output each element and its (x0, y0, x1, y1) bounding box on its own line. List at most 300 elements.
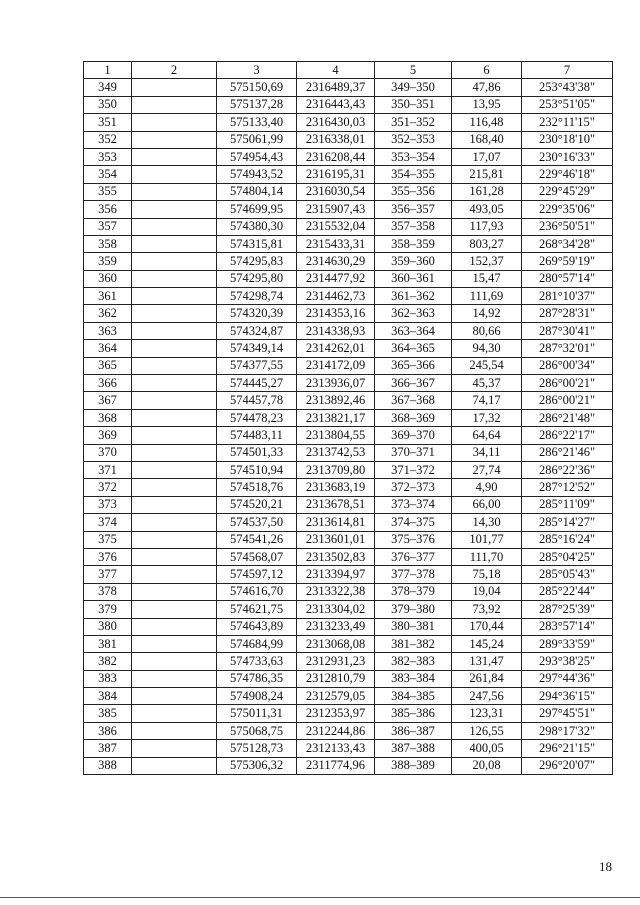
bearing-cell: 289°33'59" (522, 635, 613, 652)
point-number-cell: 360 (84, 270, 132, 287)
segment-cell: 388–389 (375, 757, 452, 774)
point-number-cell: 367 (84, 392, 132, 409)
point-number-cell: 359 (84, 253, 132, 270)
table-row (84, 357, 613, 374)
column-2-cell (132, 409, 217, 426)
bearing-cell: 285°16'24" (522, 531, 613, 548)
y-coordinate-cell: 2313804,55 (297, 427, 375, 444)
bearing-cell: 285°14'27" (522, 514, 613, 531)
column-2-cell (132, 444, 217, 461)
table-row (84, 444, 613, 461)
point-number-cell: 375 (84, 531, 132, 548)
x-coordinate-cell: 574445,27 (217, 375, 297, 392)
point-number-cell: 358 (84, 235, 132, 252)
bearing-cell: 286°22'36" (522, 461, 613, 478)
x-coordinate-cell: 575137,28 (217, 96, 297, 113)
x-coordinate-cell: 574537,50 (217, 514, 297, 531)
bearing-cell: 286°00'21" (522, 375, 613, 392)
point-number-cell: 382 (84, 653, 132, 670)
table-row (84, 601, 613, 618)
distance-cell: 13,95 (452, 96, 522, 113)
column-2-cell (132, 201, 217, 218)
point-number-cell: 365 (84, 357, 132, 374)
table-row (84, 375, 613, 392)
point-number-cell: 355 (84, 183, 132, 200)
column-2-cell (132, 757, 217, 774)
distance-cell: 111,70 (452, 548, 522, 565)
y-coordinate-cell: 2314477,92 (297, 270, 375, 287)
bearing-cell: 298°17'32" (522, 722, 613, 739)
bearing-cell: 287°12'52" (522, 479, 613, 496)
segment-cell: 352–353 (375, 131, 452, 148)
x-coordinate-cell: 574510,94 (217, 461, 297, 478)
distance-cell: 80,66 (452, 322, 522, 339)
column-2-cell (132, 166, 217, 183)
column-2-cell (132, 131, 217, 148)
header-cell-1: 1 (84, 62, 132, 79)
point-number-cell: 373 (84, 496, 132, 513)
segment-cell: 362–363 (375, 305, 452, 322)
y-coordinate-cell: 2312353,97 (297, 705, 375, 722)
table-row (84, 514, 613, 531)
segment-cell: 357–358 (375, 218, 452, 235)
x-coordinate-cell: 574349,14 (217, 340, 297, 357)
distance-cell: 803,27 (452, 235, 522, 252)
distance-cell: 261,84 (452, 670, 522, 687)
bearing-cell: 236°50'51" (522, 218, 613, 235)
segment-cell: 386–387 (375, 722, 452, 739)
bearing-cell: 280°57'14" (522, 270, 613, 287)
distance-cell: 123,31 (452, 705, 522, 722)
segment-cell: 350–351 (375, 96, 452, 113)
column-2-cell (132, 322, 217, 339)
point-number-cell: 362 (84, 305, 132, 322)
table-row (84, 548, 613, 565)
segment-cell: 387–388 (375, 740, 452, 757)
y-coordinate-cell: 2316489,37 (297, 79, 375, 96)
x-coordinate-cell: 575061,99 (217, 131, 297, 148)
x-coordinate-cell: 574457,78 (217, 392, 297, 409)
x-coordinate-cell: 575128,73 (217, 740, 297, 757)
header-cell-3: 3 (217, 62, 297, 79)
table-row (84, 340, 613, 357)
bearing-cell: 229°46'18" (522, 166, 613, 183)
x-coordinate-cell: 575011,31 (217, 705, 297, 722)
column-2-cell (132, 601, 217, 618)
table-row (84, 461, 613, 478)
y-coordinate-cell: 2313601,01 (297, 531, 375, 548)
table-row (84, 235, 613, 252)
table-row (84, 757, 613, 774)
segment-cell: 368–369 (375, 409, 452, 426)
x-coordinate-cell: 574483,11 (217, 427, 297, 444)
segment-cell: 375–376 (375, 531, 452, 548)
segment-cell: 379–380 (375, 601, 452, 618)
table-row (84, 79, 613, 96)
segment-cell: 374–375 (375, 514, 452, 531)
y-coordinate-cell: 2316208,44 (297, 148, 375, 165)
column-2-cell (132, 183, 217, 200)
segment-cell: 370–371 (375, 444, 452, 461)
distance-cell: 400,05 (452, 740, 522, 757)
x-coordinate-cell: 575306,32 (217, 757, 297, 774)
x-coordinate-cell: 574324,87 (217, 322, 297, 339)
bearing-cell: 230°16'33" (522, 148, 613, 165)
y-coordinate-cell: 2313683,19 (297, 479, 375, 496)
y-coordinate-cell: 2313322,38 (297, 583, 375, 600)
bearing-cell: 286°00'34" (522, 357, 613, 374)
x-coordinate-cell: 574501,33 (217, 444, 297, 461)
x-coordinate-cell: 574597,12 (217, 566, 297, 583)
x-coordinate-cell: 574295,83 (217, 253, 297, 270)
header-cell-2: 2 (132, 62, 217, 79)
y-coordinate-cell: 2313892,46 (297, 392, 375, 409)
y-coordinate-cell: 2312810,79 (297, 670, 375, 687)
y-coordinate-cell: 2314338,93 (297, 322, 375, 339)
distance-cell: 47,86 (452, 79, 522, 96)
x-coordinate-cell: 574616,70 (217, 583, 297, 600)
y-coordinate-cell: 2314462,73 (297, 288, 375, 305)
table-row (84, 183, 613, 200)
point-number-cell: 361 (84, 288, 132, 305)
point-number-cell: 385 (84, 705, 132, 722)
segment-cell: 356–357 (375, 201, 452, 218)
column-2-cell (132, 635, 217, 652)
y-coordinate-cell: 2314262,01 (297, 340, 375, 357)
bearing-cell: 297°44'36" (522, 670, 613, 687)
distance-cell: 17,32 (452, 409, 522, 426)
distance-cell: 73,92 (452, 601, 522, 618)
table-row (84, 148, 613, 165)
x-coordinate-cell: 574298,74 (217, 288, 297, 305)
distance-cell: 74,17 (452, 392, 522, 409)
y-coordinate-cell: 2315433,31 (297, 235, 375, 252)
point-number-cell: 377 (84, 566, 132, 583)
point-number-cell: 384 (84, 688, 132, 705)
y-coordinate-cell: 2312244,86 (297, 722, 375, 739)
segment-cell: 361–362 (375, 288, 452, 305)
point-number-cell: 357 (84, 218, 132, 235)
point-number-cell: 376 (84, 548, 132, 565)
point-number-cell: 354 (84, 166, 132, 183)
distance-cell: 27,74 (452, 461, 522, 478)
column-2-cell (132, 288, 217, 305)
x-coordinate-cell: 574786,35 (217, 670, 297, 687)
distance-cell: 170,44 (452, 618, 522, 635)
segment-cell: 367–368 (375, 392, 452, 409)
x-coordinate-cell: 575133,40 (217, 114, 297, 131)
distance-cell: 145,24 (452, 635, 522, 652)
y-coordinate-cell: 2311774,96 (297, 757, 375, 774)
bearing-cell: 287°28'31" (522, 305, 613, 322)
point-number-cell: 371 (84, 461, 132, 478)
column-2-cell (132, 496, 217, 513)
table-row (84, 270, 613, 287)
distance-cell: 245,54 (452, 357, 522, 374)
header-cell-6: 6 (452, 62, 522, 79)
table-row (84, 114, 613, 131)
column-2-cell (132, 653, 217, 670)
header-cell-5: 5 (375, 62, 452, 79)
table-row (84, 496, 613, 513)
x-coordinate-cell: 574320,39 (217, 305, 297, 322)
point-number-cell: 378 (84, 583, 132, 600)
distance-cell: 19,04 (452, 583, 522, 600)
distance-cell: 168,40 (452, 131, 522, 148)
y-coordinate-cell: 2313068,08 (297, 635, 375, 652)
point-number-cell: 352 (84, 131, 132, 148)
column-2-cell (132, 514, 217, 531)
bearing-cell: 293°38'25" (522, 653, 613, 670)
column-2-cell (132, 670, 217, 687)
point-number-cell: 370 (84, 444, 132, 461)
column-2-cell (132, 479, 217, 496)
y-coordinate-cell: 2313502,83 (297, 548, 375, 565)
x-coordinate-cell: 574541,26 (217, 531, 297, 548)
segment-cell: 372–373 (375, 479, 452, 496)
table-row (84, 409, 613, 426)
y-coordinate-cell: 2313709,80 (297, 461, 375, 478)
x-coordinate-cell: 574568,07 (217, 548, 297, 565)
y-coordinate-cell: 2312133,43 (297, 740, 375, 757)
bearing-cell: 286°21'46" (522, 444, 613, 461)
bearing-cell: 281°10'37" (522, 288, 613, 305)
column-2-cell (132, 392, 217, 409)
distance-cell: 15,47 (452, 270, 522, 287)
point-number-cell: 374 (84, 514, 132, 531)
segment-cell: 371–372 (375, 461, 452, 478)
point-number-cell: 364 (84, 340, 132, 357)
table-row (84, 531, 613, 548)
distance-cell: 126,55 (452, 722, 522, 739)
column-2-cell (132, 340, 217, 357)
segment-cell: 377–378 (375, 566, 452, 583)
table-row (84, 322, 613, 339)
table-row (84, 740, 613, 757)
segment-cell: 380–381 (375, 618, 452, 635)
segment-cell: 369–370 (375, 427, 452, 444)
distance-cell: 14,92 (452, 305, 522, 322)
segment-cell: 363–364 (375, 322, 452, 339)
distance-cell: 17,07 (452, 148, 522, 165)
y-coordinate-cell: 2313304,02 (297, 601, 375, 618)
column-2-cell (132, 79, 217, 96)
y-coordinate-cell: 2313742,53 (297, 444, 375, 461)
distance-cell: 20,08 (452, 757, 522, 774)
y-coordinate-cell: 2313233,49 (297, 618, 375, 635)
y-coordinate-cell: 2313614,81 (297, 514, 375, 531)
segment-cell: 364–365 (375, 340, 452, 357)
bottom-divider (0, 897, 640, 898)
distance-cell: 152,37 (452, 253, 522, 270)
bearing-cell: 285°11'09" (522, 496, 613, 513)
x-coordinate-cell: 574478,23 (217, 409, 297, 426)
segment-cell: 366–367 (375, 375, 452, 392)
bearing-cell: 286°00'21" (522, 392, 613, 409)
y-coordinate-cell: 2316195,31 (297, 166, 375, 183)
distance-cell: 131,47 (452, 653, 522, 670)
y-coordinate-cell: 2313678,51 (297, 496, 375, 513)
y-coordinate-cell: 2316443,43 (297, 96, 375, 113)
distance-cell: 161,28 (452, 183, 522, 200)
point-number-cell: 366 (84, 375, 132, 392)
x-coordinate-cell: 574315,81 (217, 235, 297, 252)
bearing-cell: 285°04'25" (522, 548, 613, 565)
bearing-cell: 283°57'14" (522, 618, 613, 635)
x-coordinate-cell: 574380,30 (217, 218, 297, 235)
table-row (84, 688, 613, 705)
distance-cell: 117,93 (452, 218, 522, 235)
point-number-cell: 368 (84, 409, 132, 426)
segment-cell: 358–359 (375, 235, 452, 252)
y-coordinate-cell: 2316430,03 (297, 114, 375, 131)
x-coordinate-cell: 574804,14 (217, 183, 297, 200)
bearing-cell: 229°35'06" (522, 201, 613, 218)
x-coordinate-cell: 574518,76 (217, 479, 297, 496)
table-row (84, 479, 613, 496)
distance-cell: 34,11 (452, 444, 522, 461)
segment-cell: 385–386 (375, 705, 452, 722)
table-header (84, 62, 613, 79)
y-coordinate-cell: 2316338,01 (297, 131, 375, 148)
distance-cell: 45,37 (452, 375, 522, 392)
column-2-cell (132, 548, 217, 565)
bearing-cell: 285°05'43" (522, 566, 613, 583)
column-2-cell (132, 722, 217, 739)
point-number-cell: 379 (84, 601, 132, 618)
column-2-cell (132, 96, 217, 113)
distance-cell: 215,81 (452, 166, 522, 183)
column-2-cell (132, 688, 217, 705)
y-coordinate-cell: 2313821,17 (297, 409, 375, 426)
segment-cell: 373–374 (375, 496, 452, 513)
column-2-cell (132, 357, 217, 374)
y-coordinate-cell: 2314172,09 (297, 357, 375, 374)
point-number-cell: 356 (84, 201, 132, 218)
y-coordinate-cell: 2314630,29 (297, 253, 375, 270)
bearing-cell: 269°59'19" (522, 253, 613, 270)
table-row (84, 305, 613, 322)
bearing-cell: 230°18'10" (522, 131, 613, 148)
table-body (84, 79, 613, 775)
x-coordinate-cell: 574908,24 (217, 688, 297, 705)
column-2-cell (132, 618, 217, 635)
segment-cell: 376–377 (375, 548, 452, 565)
table-row (84, 705, 613, 722)
distance-cell: 247,56 (452, 688, 522, 705)
y-coordinate-cell: 2314353,16 (297, 305, 375, 322)
y-coordinate-cell: 2316030,54 (297, 183, 375, 200)
x-coordinate-cell: 574295,80 (217, 270, 297, 287)
column-2-cell (132, 270, 217, 287)
point-number-cell: 386 (84, 722, 132, 739)
y-coordinate-cell: 2313394,97 (297, 566, 375, 583)
segment-cell: 359–360 (375, 253, 452, 270)
x-coordinate-cell: 574733,63 (217, 653, 297, 670)
segment-cell: 384–385 (375, 688, 452, 705)
bearing-cell: 286°22'17" (522, 427, 613, 444)
bearing-cell: 287°25'39" (522, 601, 613, 618)
distance-cell: 94,30 (452, 340, 522, 357)
point-number-cell: 369 (84, 427, 132, 444)
table-row (84, 722, 613, 739)
table-row (84, 670, 613, 687)
segment-cell: 351–352 (375, 114, 452, 131)
distance-cell: 75,18 (452, 566, 522, 583)
coordinates-table (83, 61, 613, 775)
column-2-cell (132, 461, 217, 478)
table-row (84, 583, 613, 600)
table-row (84, 218, 613, 235)
column-2-cell (132, 427, 217, 444)
column-2-cell (132, 114, 217, 131)
bearing-cell: 285°22'44" (522, 583, 613, 600)
segment-cell: 349–350 (375, 79, 452, 96)
bearing-cell: 253°43'38" (522, 79, 613, 96)
point-number-cell: 380 (84, 618, 132, 635)
distance-cell: 4,90 (452, 479, 522, 496)
segment-cell: 355–356 (375, 183, 452, 200)
table-row (84, 201, 613, 218)
segment-cell: 382–383 (375, 653, 452, 670)
y-coordinate-cell: 2315907,43 (297, 201, 375, 218)
point-number-cell: 351 (84, 114, 132, 131)
column-2-cell (132, 531, 217, 548)
segment-cell: 360–361 (375, 270, 452, 287)
distance-cell: 66,00 (452, 496, 522, 513)
bearing-cell: 287°32'01" (522, 340, 613, 357)
table-row (84, 253, 613, 270)
x-coordinate-cell: 574699,95 (217, 201, 297, 218)
table-row (84, 166, 613, 183)
point-number-cell: 372 (84, 479, 132, 496)
page-number: 18 (599, 859, 612, 874)
point-number-cell: 363 (84, 322, 132, 339)
column-2-cell (132, 583, 217, 600)
x-coordinate-cell: 574943,52 (217, 166, 297, 183)
x-coordinate-cell: 574684,99 (217, 635, 297, 652)
x-coordinate-cell: 574377,55 (217, 357, 297, 374)
table-row (84, 392, 613, 409)
distance-cell: 111,69 (452, 288, 522, 305)
y-coordinate-cell: 2313936,07 (297, 375, 375, 392)
point-number-cell: 350 (84, 96, 132, 113)
point-number-cell: 388 (84, 757, 132, 774)
table-row (84, 635, 613, 652)
distance-cell: 116,48 (452, 114, 522, 131)
point-number-cell: 387 (84, 740, 132, 757)
distance-cell: 101,77 (452, 531, 522, 548)
bearing-cell: 296°21'15" (522, 740, 613, 757)
distance-cell: 64,64 (452, 427, 522, 444)
bearing-cell: 296°20'07" (522, 757, 613, 774)
bearing-cell: 287°30'41" (522, 322, 613, 339)
bearing-cell: 294°36'15" (522, 688, 613, 705)
point-number-cell: 349 (84, 79, 132, 96)
table-row (84, 566, 613, 583)
segment-cell: 354–355 (375, 166, 452, 183)
column-2-cell (132, 218, 217, 235)
y-coordinate-cell: 2312931,23 (297, 653, 375, 670)
table-row (84, 131, 613, 148)
y-coordinate-cell: 2312579,05 (297, 688, 375, 705)
point-number-cell: 381 (84, 635, 132, 652)
x-coordinate-cell: 574520,21 (217, 496, 297, 513)
column-2-cell (132, 740, 217, 757)
bearing-cell: 253°51'05" (522, 96, 613, 113)
bearing-cell: 268°34'28" (522, 235, 613, 252)
column-2-cell (132, 148, 217, 165)
